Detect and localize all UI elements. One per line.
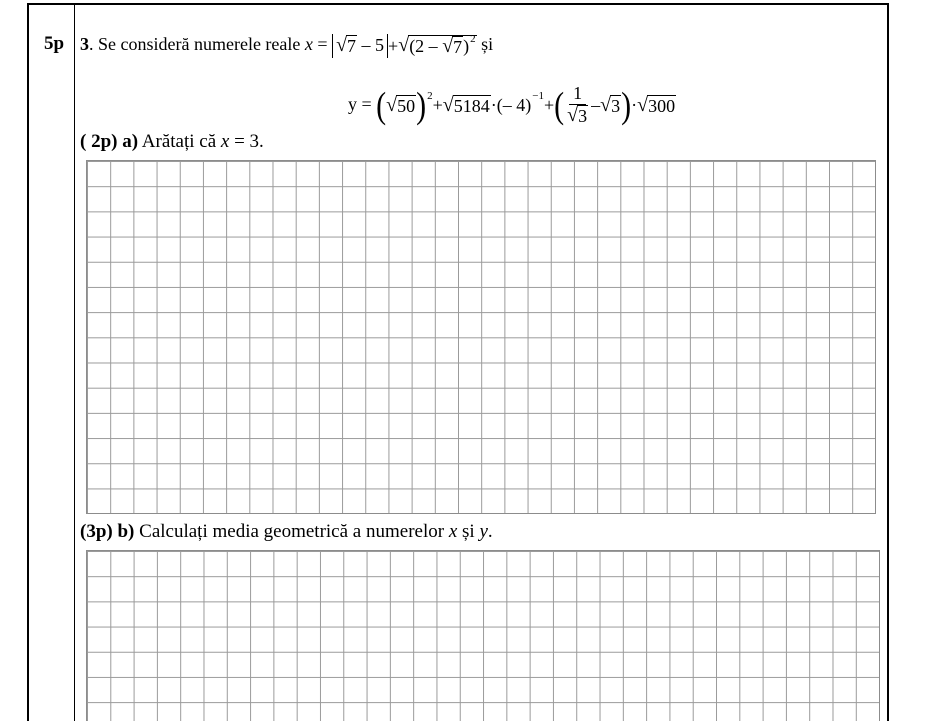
part-a-letter: a): [117, 131, 139, 152]
left-paren: (: [376, 84, 387, 126]
problem-intro: . Se consideră numerele reale: [89, 34, 305, 55]
radical-sign: √: [637, 93, 649, 116]
frame-top-border: [27, 3, 889, 5]
part-a-prompt: [80, 131, 264, 153]
part-b-prompt: [80, 521, 493, 543]
and-word: și: [476, 34, 494, 55]
radical-sign: √: [442, 93, 454, 116]
part-b-var-x: x: [448, 521, 458, 542]
problem-statement-line1: [80, 34, 493, 58]
radical-sign: √: [386, 93, 398, 116]
radicand: 7: [347, 36, 357, 56]
part-b-mid: și: [457, 521, 480, 542]
points-total: 5p: [44, 33, 65, 54]
open-part: (2 –: [409, 35, 443, 56]
sqrt-squared: [398, 32, 476, 58]
x-variable: x: [304, 34, 313, 55]
minus-sign: –: [591, 95, 601, 116]
y-expression: [376, 84, 676, 127]
radicand-3b: 3: [611, 95, 621, 116]
sqrt-50: [386, 95, 416, 117]
radical-sign: √: [600, 93, 612, 116]
radical-sign: √: [398, 33, 410, 56]
plus-sign: +: [432, 95, 443, 116]
part-b-end: .: [487, 521, 493, 542]
inner-radicand: 7: [453, 36, 463, 57]
radicand-300: 300: [648, 95, 676, 116]
sqrt-7: [336, 35, 357, 57]
radical-sign: √: [567, 103, 579, 126]
radicand-squared: [408, 32, 476, 58]
multiply-dot-2: ·: [631, 95, 638, 116]
radicand-5184: 5184: [453, 95, 490, 116]
fraction-numerator: 1: [569, 84, 586, 105]
sqrt-300: [637, 95, 676, 117]
absolute-value: [332, 34, 388, 58]
fraction: [567, 84, 588, 127]
plus-sign-2: +: [544, 95, 555, 116]
answer-grid-b[interactable]: [86, 550, 880, 721]
radicand-50: 50: [397, 95, 416, 116]
part-b-var-y: y: [479, 521, 488, 542]
plus-sign: +: [388, 35, 399, 56]
fraction-denominator: [567, 105, 588, 128]
x-expression: [332, 34, 477, 58]
multiply-dot: ·: [490, 95, 497, 116]
base-minus-four: (– 4): [496, 95, 532, 116]
exponent: 2: [470, 32, 476, 45]
part-a-var: x: [220, 131, 230, 152]
y-variable: y: [348, 93, 357, 114]
part-b-text: Calculați media geometrică a numerelor: [134, 521, 449, 542]
part-a-rest: = 3.: [229, 131, 264, 152]
abs-rest: – 5: [357, 35, 385, 55]
right-paren-big: ): [621, 84, 632, 126]
part-b-letter: b): [112, 521, 135, 542]
close-paren: ): [463, 35, 470, 56]
inner-sqrt-7: [442, 36, 463, 58]
equals-sign: =: [312, 34, 333, 55]
exponent-minus-one: −1: [532, 89, 544, 102]
part-b-points: (3p): [80, 521, 113, 542]
radical-sign: √: [442, 34, 454, 57]
radicand-3: 3: [578, 105, 588, 126]
sqrt-3-den: [567, 105, 588, 128]
answer-grid-a[interactable]: [86, 160, 876, 514]
sqrt-3: [600, 95, 621, 117]
sqrt-5184: [443, 95, 491, 117]
left-paren-big: (: [554, 84, 565, 126]
problem-number: 3: [80, 34, 89, 55]
equals-sign-y: =: [357, 93, 377, 114]
points-column-separator: [74, 3, 75, 721]
radical-sign: √: [336, 34, 348, 56]
right-paren: ): [416, 84, 427, 126]
frame-left-border: [27, 3, 29, 721]
part-a-points: ( 2p): [80, 131, 118, 152]
part-a-text: Arătați că: [138, 131, 221, 152]
problem-statement-line2: [348, 84, 676, 127]
frame-right-border: [887, 3, 889, 721]
exponent-2: 2: [427, 89, 433, 102]
